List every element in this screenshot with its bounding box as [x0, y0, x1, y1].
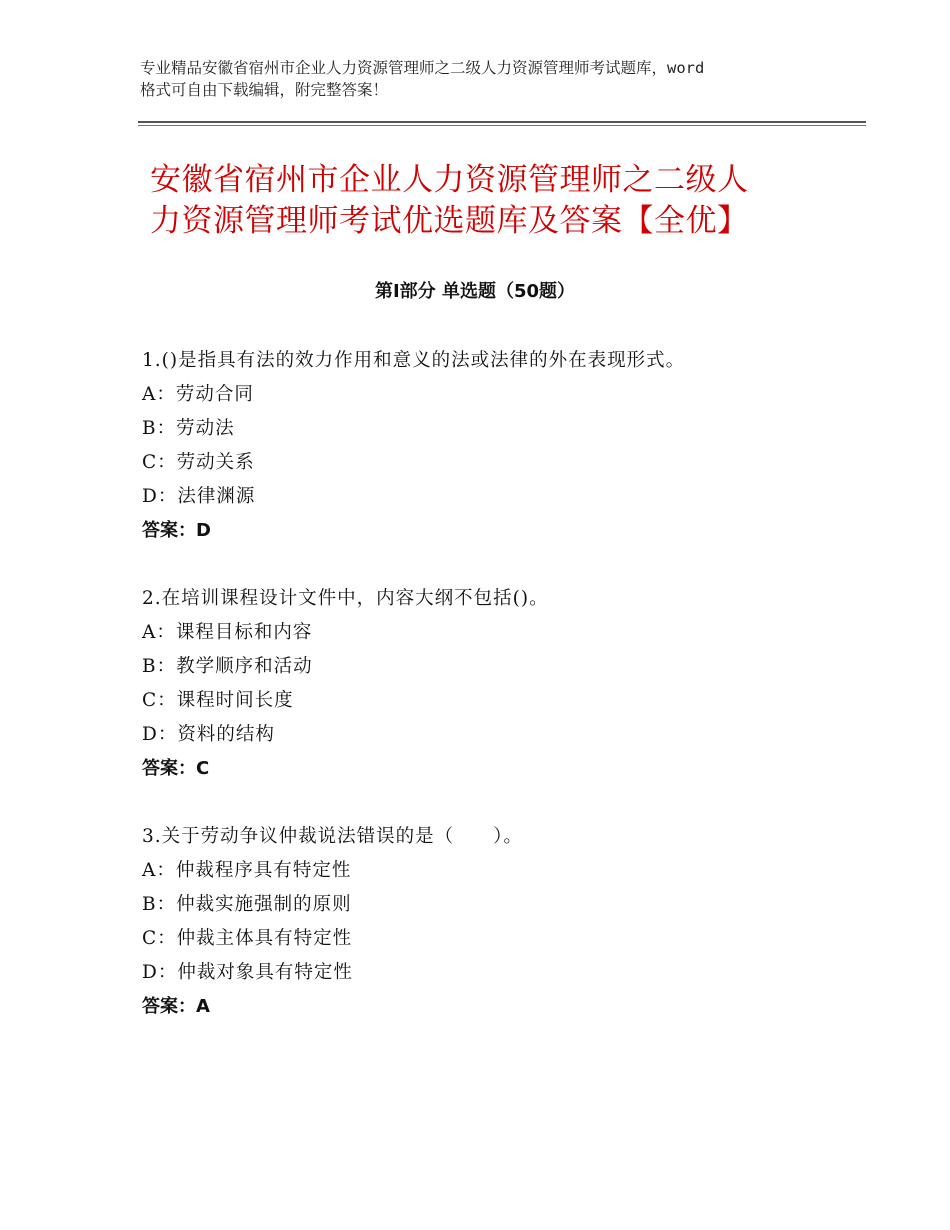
header-note-line2: 格式可自由下载编辑，附完整答案！	[140, 81, 389, 99]
option-d: D：资料的结构	[142, 724, 275, 745]
question-list	[142, 344, 842, 1058]
option-d: D：仲裁对象具有特定性	[142, 962, 353, 983]
option-d: D：法律渊源	[142, 486, 256, 507]
question-stem: 1.()是指具有法的效力作用和意义的法或法律的外在表现形式。	[142, 350, 686, 371]
header-divider-thick	[138, 121, 866, 123]
option-b: B：劳动法	[142, 418, 235, 439]
section-title: 第Ⅰ部分 单选题（50题）	[374, 281, 575, 302]
question-2	[142, 582, 842, 786]
option-c: C：课程时间长度	[142, 690, 294, 711]
answer-line: 答案：C	[142, 758, 210, 779]
option-a: A：课程目标和内容	[142, 622, 313, 643]
answer-line: 答案：A	[142, 996, 210, 1017]
option-a: A：仲裁程序具有特定性	[142, 860, 352, 881]
document-title-line1: 安徽省宿州市企业人力资源管理师之二级人	[150, 162, 749, 198]
header-note	[140, 57, 840, 101]
question-1	[142, 344, 842, 548]
document-title	[150, 160, 830, 242]
option-b: B：教学顺序和活动	[142, 656, 313, 677]
option-c: C：仲裁主体具有特定性	[142, 928, 353, 949]
answer-line: 答案：D	[142, 520, 211, 541]
question-stem: 2.在培训课程设计文件中，内容大纲不包括()。	[142, 588, 549, 609]
header-divider-thin	[138, 125, 866, 126]
option-b: B：仲裁实施强制的原则	[142, 894, 352, 915]
option-c: C：劳动关系	[142, 452, 255, 473]
question-3	[142, 820, 842, 1024]
option-a: A：劳动合同	[142, 384, 254, 405]
question-stem: 3.关于劳动争议仲裁说法错误的是（ ）。	[142, 826, 523, 847]
document-title-line2: 力资源管理师考试优选题库及答案【全优】	[150, 203, 749, 239]
header-note-line1: 专业精品安徽省宿州市企业人力资源管理师之二级人力资源管理师考试题库，word	[140, 59, 705, 77]
